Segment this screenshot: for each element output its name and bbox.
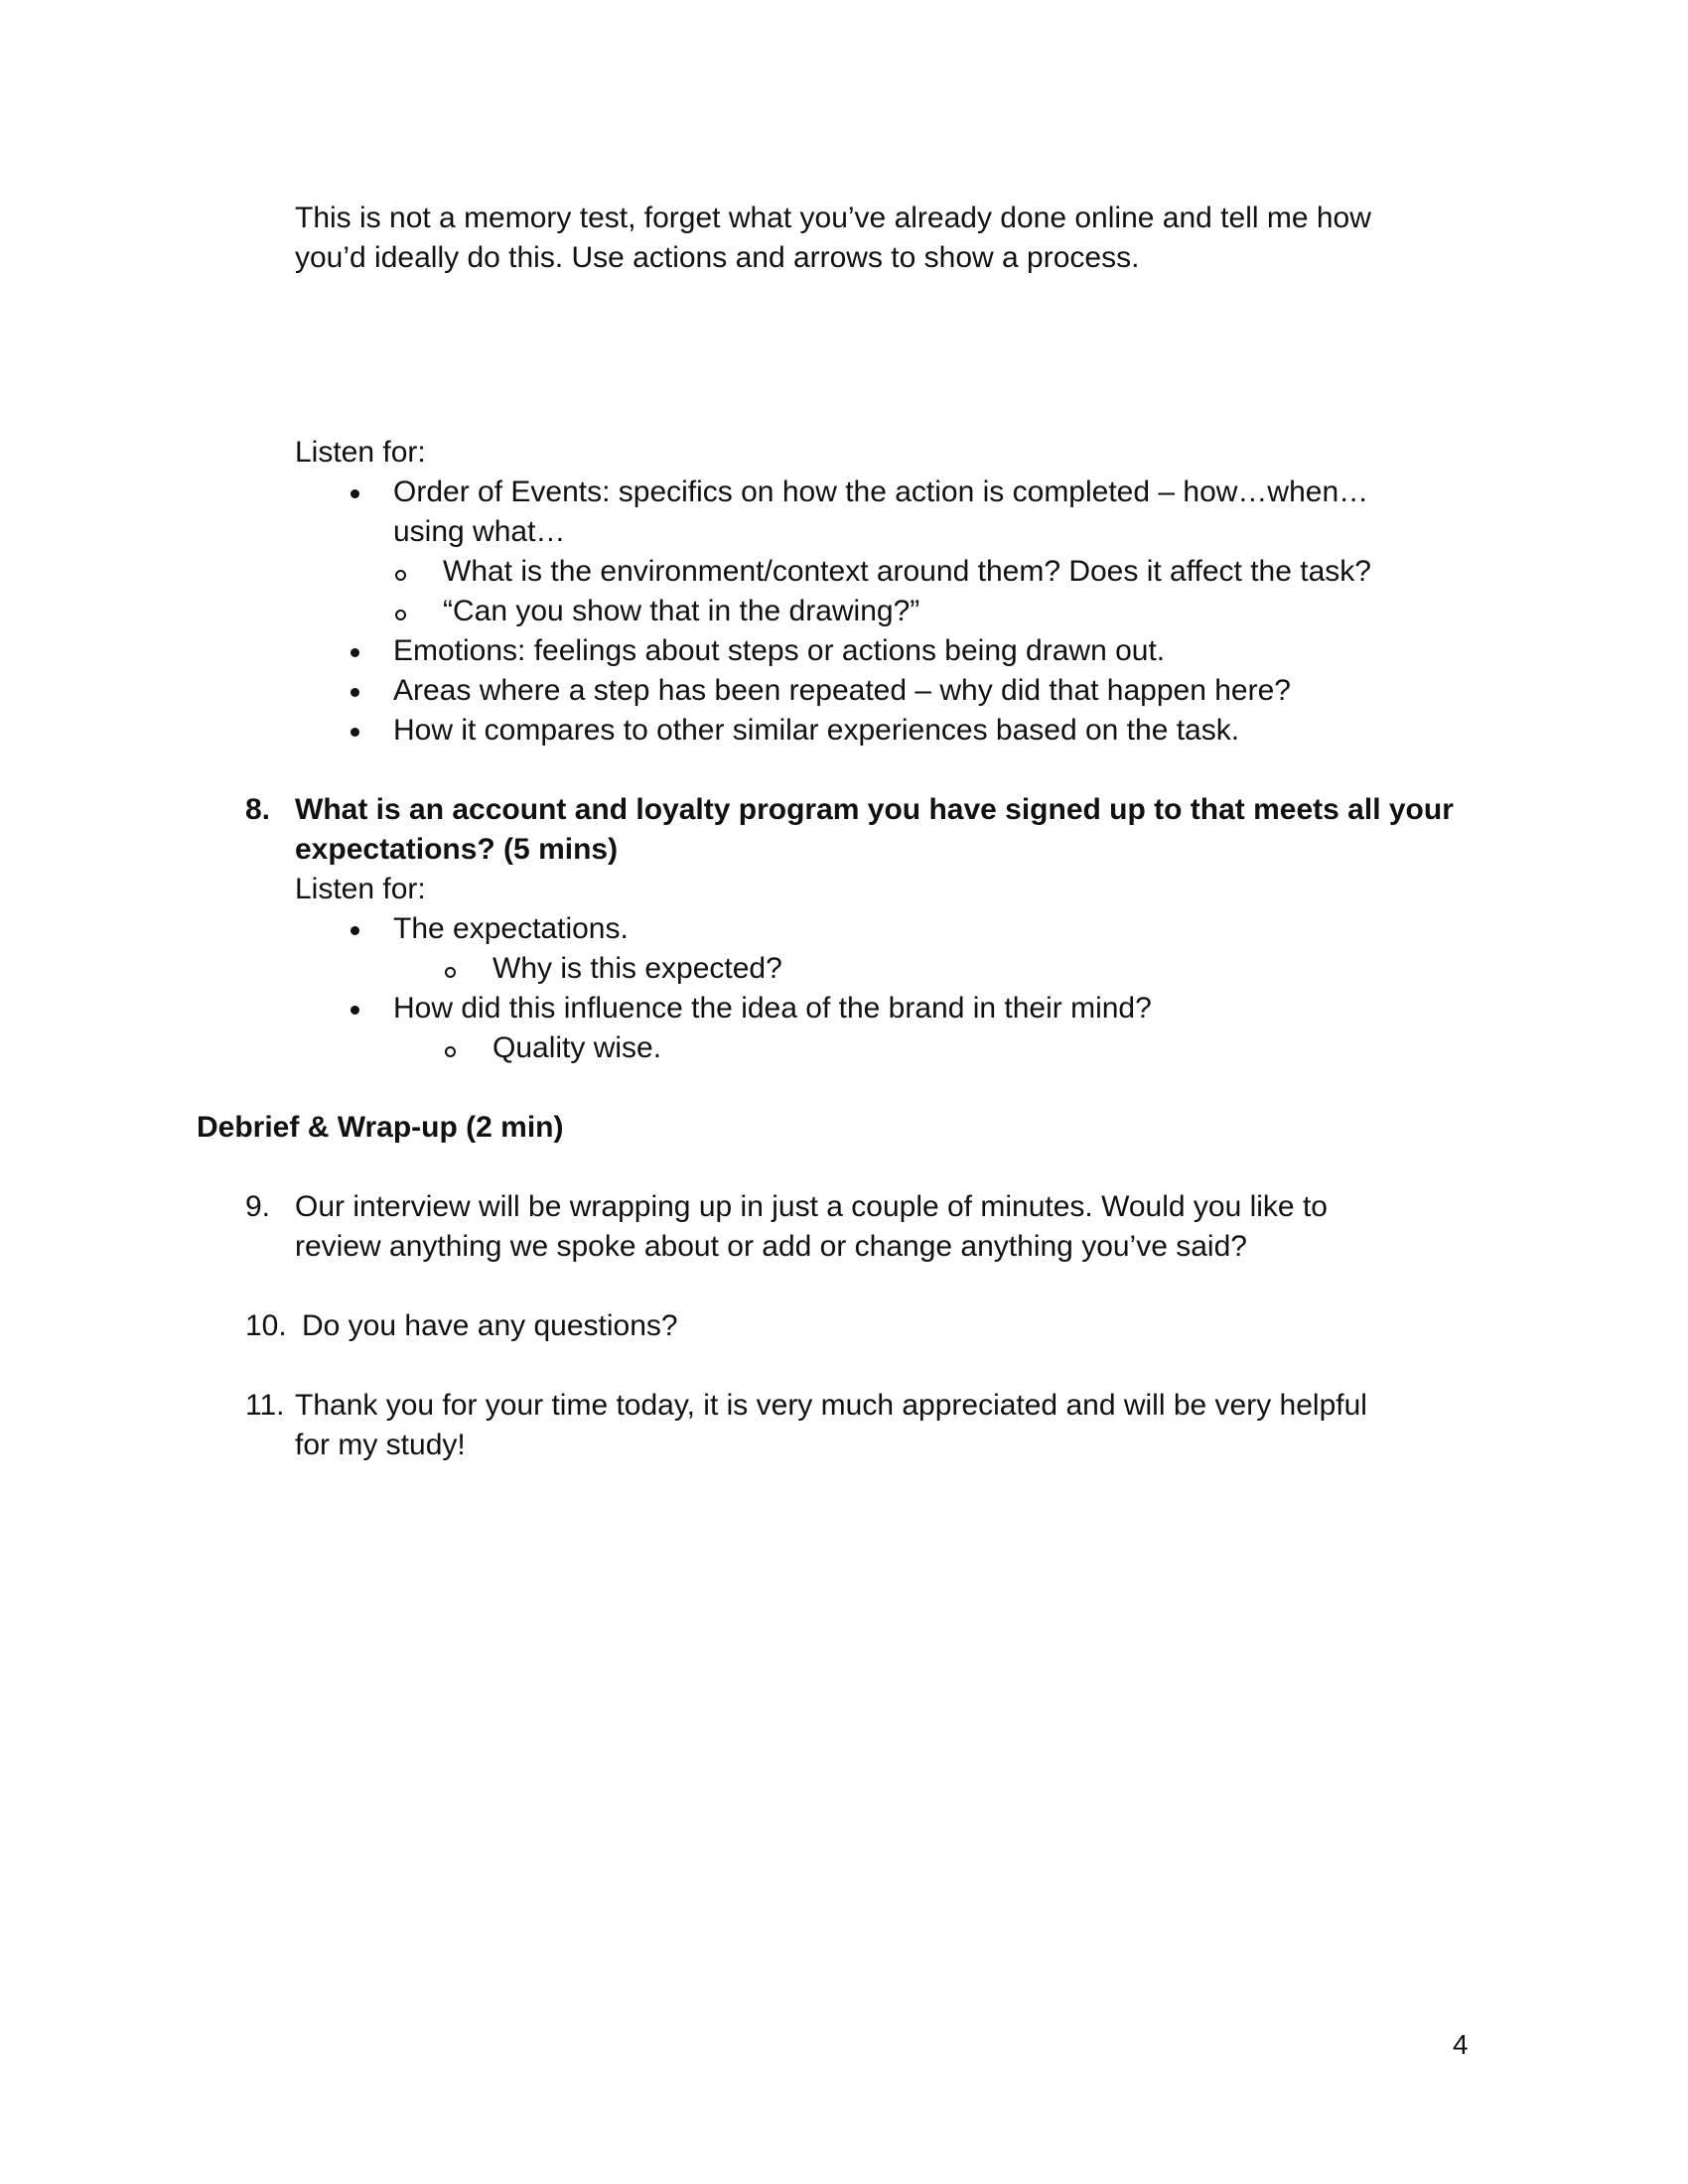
section-heading-debrief: Debrief & Wrap-up (2 min): [197, 1111, 564, 1144]
question-8-line-1: What is an account and loyalty program you have signed up to that meets all your: [295, 793, 1454, 826]
q8-item-brand: How did this influence the idea of the brand in their mind?: [393, 992, 1152, 1024]
bullet-icon: [351, 648, 359, 657]
intro-line-1: This is not a memory test, forget what you’ve already done online and tell me how: [295, 202, 1371, 234]
listen-for-label: Listen for:: [295, 436, 426, 469]
list-item-emotions: Emotions: feelings about steps or actions being drawn out.: [393, 634, 1166, 667]
q8-sub-item-expected: Why is this expected?: [492, 952, 782, 985]
list-item-compare: How it compares to other similar experiences based on the task.: [393, 714, 1240, 747]
list-item-order-line-2: using what…: [393, 515, 566, 548]
bullet-icon: [351, 688, 359, 697]
q8-sub-item-quality: Quality wise.: [492, 1031, 662, 1064]
bullet-icon: [351, 1006, 359, 1015]
page-number: 4: [1453, 2029, 1469, 2060]
circle-bullet-icon: [445, 1046, 456, 1057]
list-item-repeated: Areas where a step has been repeated – why did that happen here?: [393, 674, 1291, 707]
question-8-line-2: expectations? (5 mins): [295, 833, 619, 866]
question-9-line-2: review anything we spoke about or add or change anything you’ve said?: [295, 1230, 1247, 1263]
question-11-line-2: for my study!: [295, 1429, 466, 1461]
question-8-listen-label: Listen for:: [295, 873, 426, 905]
q8-item-expectations: The expectations.: [393, 912, 629, 945]
intro-line-2: you’d ideally do this. Use actions and arrows to show a process.: [295, 241, 1140, 274]
circle-bullet-icon: [395, 610, 406, 620]
bullet-icon: [351, 728, 359, 737]
bullet-icon: [351, 926, 359, 935]
sub-item-environment: What is the environment/context around them? Does it affect the task?: [443, 555, 1371, 588]
question-11-number: 11.: [245, 1389, 285, 1422]
list-item-order-line-1: Order of Events: specifics on how the action is completed – how…when…: [393, 476, 1369, 508]
question-9-line-1: Our interview will be wrapping up in just a couple of minutes. Would you like to: [295, 1190, 1328, 1223]
question-10-text: Do you have any questions?: [302, 1309, 678, 1342]
circle-bullet-icon: [395, 570, 406, 581]
sub-item-drawing: “Can you show that in the drawing?”: [443, 595, 920, 627]
bullet-icon: [351, 489, 359, 498]
question-10-number: 10.: [245, 1309, 287, 1342]
question-8-number: 8.: [245, 793, 271, 826]
question-9-number: 9.: [245, 1190, 271, 1223]
question-11-line-1: Thank you for your time today, it is very much appreciated and will be very helpful: [295, 1389, 1367, 1422]
circle-bullet-icon: [445, 967, 456, 978]
